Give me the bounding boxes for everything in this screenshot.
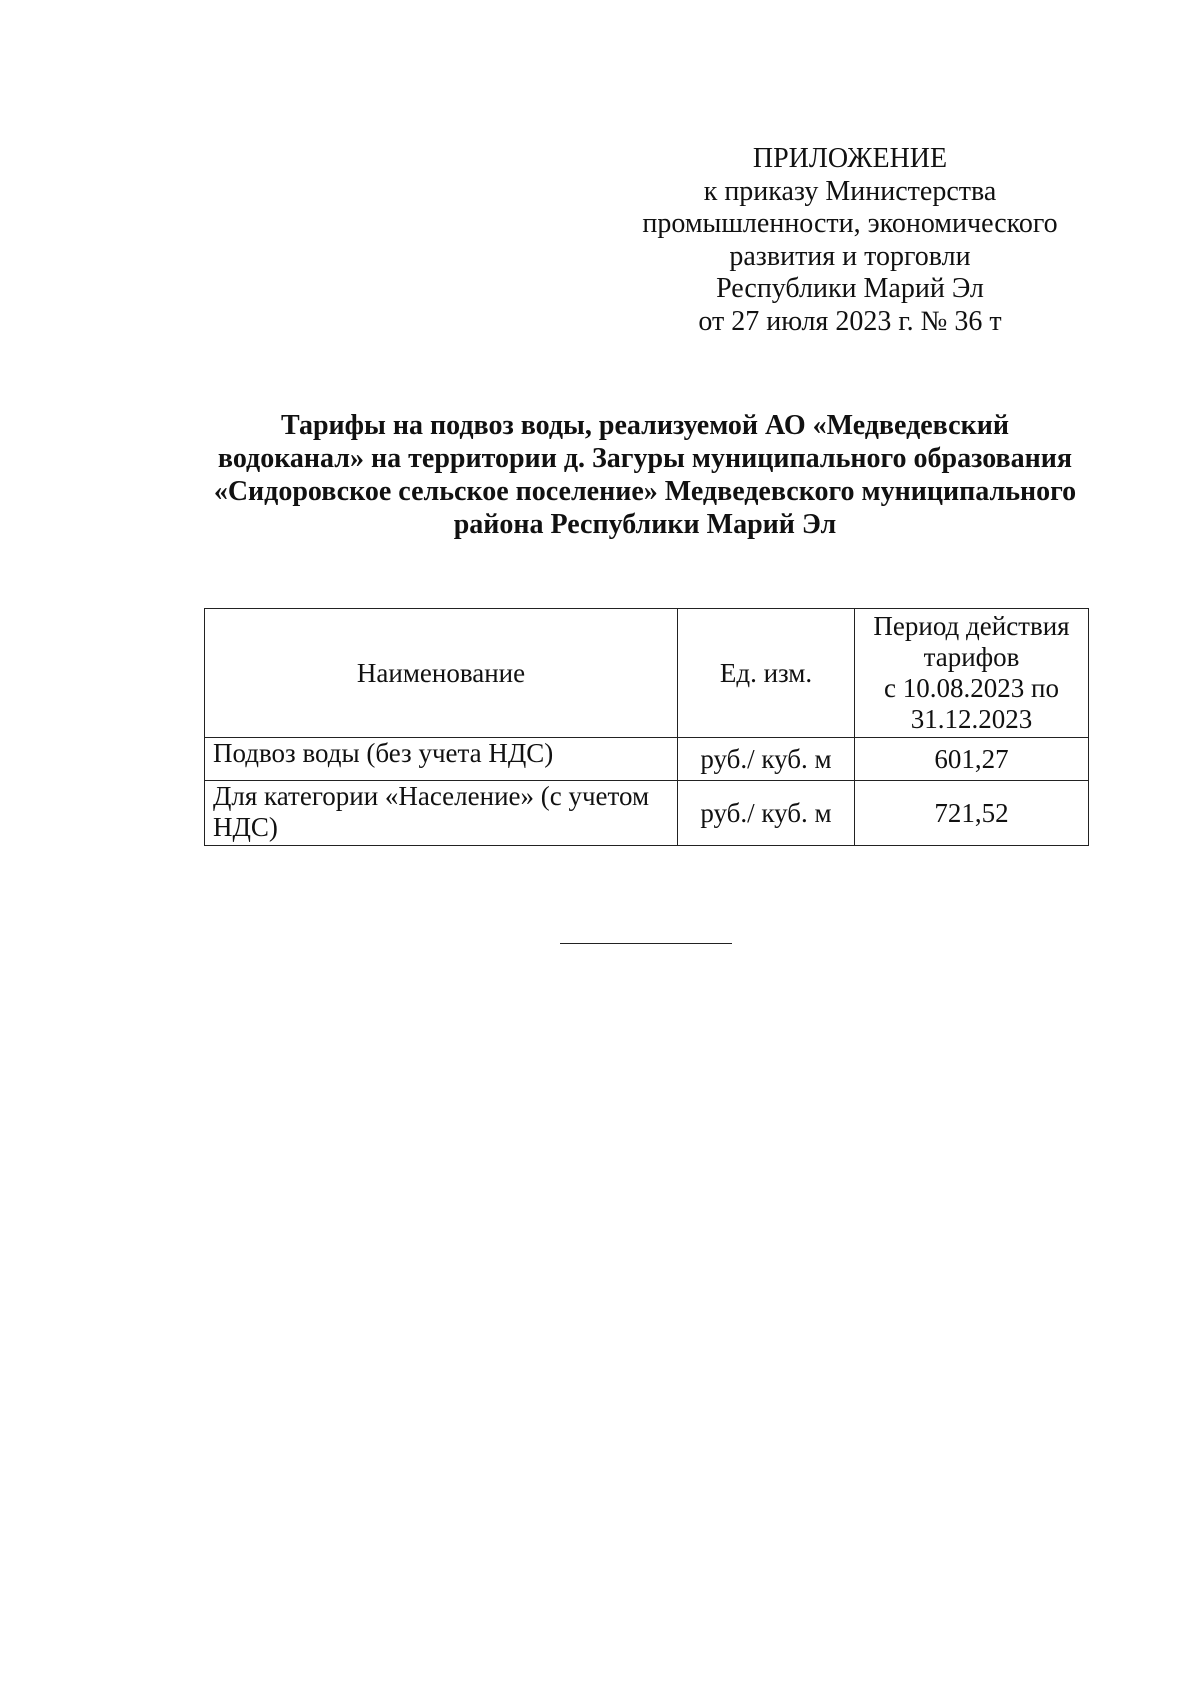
document-title (195, 409, 1095, 541)
row-name: Подвоз воды (без учета НДС) (205, 738, 678, 781)
header-name: Наименование (205, 609, 678, 738)
table-row (205, 738, 1089, 781)
title-line: Тарифы на подвоз воды, реализуемой АО «Медведевский (281, 410, 1009, 441)
header-period-line: 31.12.2023 (910, 704, 1033, 734)
appendix-ministry-line: развития и торговли (729, 240, 971, 272)
closing-separator-line (560, 943, 732, 944)
appendix-republic: Республики Марий Эл (716, 273, 984, 304)
appendix-label: ПРИЛОЖЕНИЕ (752, 143, 948, 174)
title-line: «Сидоровское сельское поселение» Медведевского муниципального (213, 476, 1077, 507)
appendix-ministry-line: промышленности, экономического (642, 208, 1058, 239)
title-line: района Республики Марий Эл (453, 509, 837, 540)
table-row (205, 781, 1089, 846)
row-unit: руб./ куб. м (678, 738, 855, 781)
header-period-line: тарифов (923, 642, 1020, 672)
header-unit: Ед. изм. (678, 609, 855, 738)
table-header-row (205, 609, 1089, 738)
header-period-line: с 10.08.2023 по (884, 673, 1059, 703)
row-value: 601,27 (855, 738, 1089, 781)
appendix-date-number: от 27 июля 2023 г. № 36 т (698, 305, 1002, 337)
appendix-order-ref: к приказу Министерства (703, 175, 997, 207)
row-value: 721,52 (855, 781, 1089, 846)
title-line: водоканал» на территории д. Загуры муниципального образования (217, 443, 1073, 474)
header-period (855, 609, 1089, 738)
appendix-header (600, 143, 1100, 338)
row-name: Для категории «Население» (с учетом НДС) (205, 781, 678, 846)
tariff-table (204, 608, 1089, 846)
row-unit: руб./ куб. м (678, 781, 855, 846)
header-period-line: Период действия (873, 611, 1070, 641)
